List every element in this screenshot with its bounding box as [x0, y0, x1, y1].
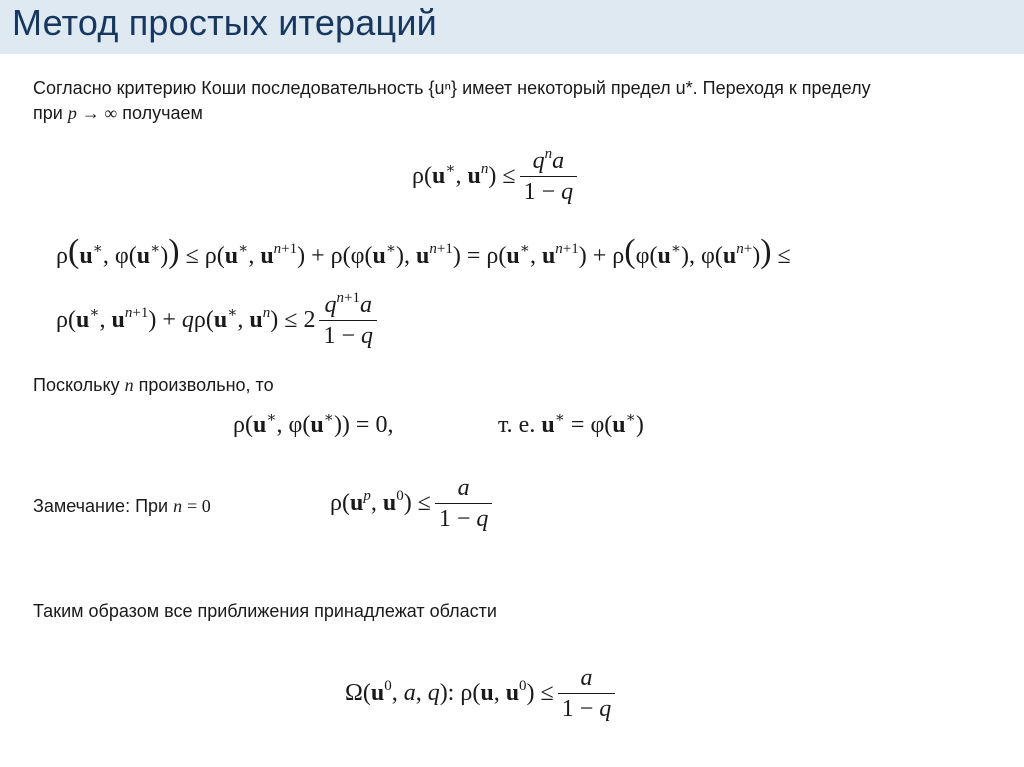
paragraph-cauchy-line2: [33, 103, 203, 124]
math-var: n: [124, 375, 134, 395]
math-var: n: [173, 496, 183, 516]
math-var: p: [67, 103, 77, 123]
remark-label: [33, 496, 211, 517]
paragraph-region: Таким образом все приближения принадлежат области: [33, 601, 497, 621]
formula-remark-bound: $\rho(u^p$, $u^0$) ≤ $\frac{a}{1 - q}$: [330, 475, 496, 533]
text-prefix: при: [33, 103, 63, 123]
text-suffix: получаем: [122, 103, 203, 123]
text-suffix: произвольно, то: [138, 375, 274, 395]
formula-region-omega: $\Omega(u^0$, a, q): ρ(u, $u^0$) ≤ $\frac{a}{1 - q}$: [345, 665, 619, 723]
slide-title: Метод простых итераций: [12, 2, 437, 43]
math-arrow: → ∞: [81, 103, 118, 123]
paragraph-arbitrary-n: [33, 375, 274, 396]
formula-fixed-point-chain: ρ(u∗, φ(u∗)) ≤ ρ(u∗, $u^{n+1}) + \rho(\varphi(u^∗)$, $u^{n+1}) = \rho(u^∗$, $u^{n+1}) + \rho(\varphi(u^∗)$, $\varphi(u^{n+})$) ≤: [56, 233, 791, 270]
text-prefix: Замечание: При: [33, 496, 169, 516]
formula-fixed-point-eq: т. е. u∗ = φ(u∗): [498, 410, 644, 438]
text-prefix: Поскольку: [33, 375, 120, 395]
formula-estimate-2q: ρ(u∗, $u^{n+1}) + q\rho(u^∗$, $u^n) \le 2$ $\frac{q^{n+1}a}{1 - q}$: [56, 292, 381, 350]
title-bar: [0, 0, 1024, 54]
formula-limit-bound: ρ(u∗, $u^n$) ≤ $\frac{q^na}{1 - q}$: [412, 148, 581, 206]
formula-fixed-point-zero: ρ(u∗, φ(u∗)) = 0,: [233, 410, 394, 438]
math-eq: = 0: [187, 496, 211, 516]
paragraph-cauchy-line1: Согласно критерию Коши последовательность {uⁿ} имеет некоторый предел u*. Переходя к пределу: [33, 78, 871, 98]
